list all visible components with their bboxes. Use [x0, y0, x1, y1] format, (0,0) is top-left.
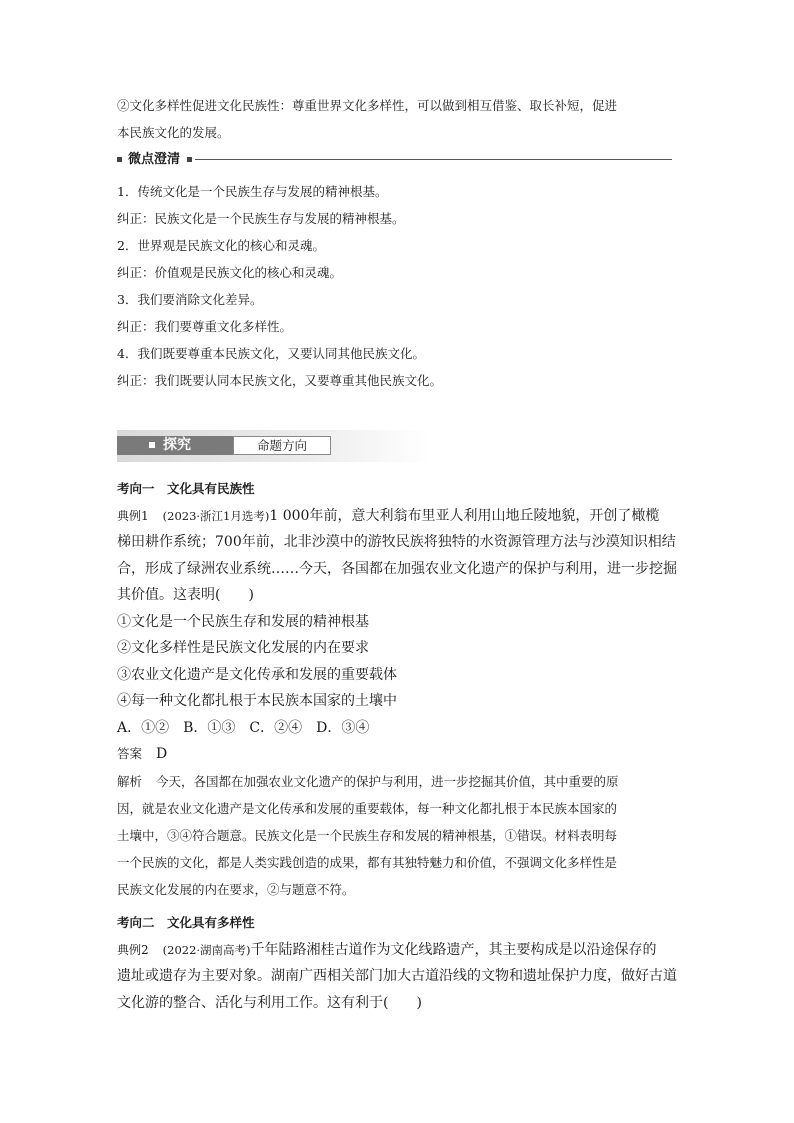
clarify-statement-1: 1．传统文化是一个民族生存与发展的精神根基。 [117, 184, 388, 199]
example-1-line-3: 合，形成了绿洲农业系统……今天，各国都在加强农业文化遗产的保护与利用，进一步挖掘 [117, 560, 677, 577]
answer-line [117, 741, 677, 768]
example-2-line-3: 文化游的整合、活化与利用工作。这有利于( ) [117, 994, 422, 1011]
banner-tab: 命题方向 [233, 436, 331, 455]
clarify-correction-4: 纠正：我们既要认同本民族文化，又要尊重其他民族文化。 [117, 373, 443, 388]
intro-line-2: 本民族文化的发展。 [117, 125, 230, 140]
analysis-line-4: 一个民族的文化，都是人类实践创造的成果，都有其独特魅力和价值，不强调文化多样性是 [117, 854, 618, 870]
analysis-line-1 [117, 768, 677, 795]
square-bullet-icon [187, 157, 192, 162]
example-1-text: 1 000年前，意大利翁布里亚人利用山地丘陵地貌，开创了橄榄 [269, 507, 660, 524]
analysis-text-1: 今天，各国都在加强农业文化遗产的保护与利用，进一步挖掘其价值，其中重要的原 [156, 773, 619, 789]
banner-title: 探究 [163, 437, 191, 453]
clarify-correction-2: 纠正：价值观是民族文化的核心和灵魂。 [117, 265, 343, 280]
example-1-line-1 [117, 503, 677, 530]
square-bullet-icon [117, 157, 122, 162]
analysis-line-2: 因，就是农业文化遗产是文化传承和发展的重要载体，每一种文化都扎根于本民族本国家的 [117, 800, 618, 816]
option-3: ③农业文化遗产是文化传承和发展的重要载体 [117, 666, 397, 683]
answer-value: D [156, 746, 168, 762]
direction-1-section [117, 476, 677, 903]
option-4: ④每一种文化都扎根于本民族本国家的土壤中 [117, 693, 397, 709]
option-1: ①文化是一个民族生存和发展的精神根基 [117, 613, 369, 630]
clarify-statement-4: 4．我们既要尊重本民族文化，又要认同其他民族文化。 [117, 346, 425, 361]
answer-choices: A．①② B．①③ C．②④ D．③④ [117, 719, 370, 736]
example-2-source: (2022·湖南高考) [162, 942, 251, 957]
answer-label: 答案 [117, 746, 143, 761]
clarify-section-header [117, 151, 672, 169]
square-bullet-icon [149, 442, 155, 448]
example-2-label: 典例2 [117, 942, 149, 957]
direction-1-heading: 考向一 文化具有民族性 [117, 481, 255, 496]
example-2-line-2: 遗址或遗存为主要对象。湖南广西相关部门加大古道沿线的文物和遗址保护力度，做好古道 [117, 968, 677, 984]
clarify-correction-3: 纠正：我们要尊重文化多样性。 [117, 319, 293, 334]
example-1-line-4: 其价值。这表明( ) [117, 587, 254, 603]
clarify-statement-2: 2．世界观是民族文化的核心和灵魂。 [117, 238, 325, 253]
option-2: ②文化多样性是民族文化发展的内在要求 [117, 640, 369, 656]
clarify-correction-1: 纠正：民族文化是一个民族生存与发展的精神根基。 [117, 211, 405, 226]
intro-line-1: ②文化多样性促进文化民族性：尊重世界文化多样性，可以做到相互借鉴、取长补短，促进 [117, 98, 618, 113]
example-1-line-2: 梯田耕作系统；700年前，北非沙漠中的游牧民族将独特的水资源管理方法与沙漠知识相结 [117, 534, 676, 550]
example-2-line-1 [117, 937, 677, 964]
analysis-label: 解析 [117, 773, 143, 789]
divider-line [195, 159, 672, 160]
analysis-line-5: 民族文化发展的内在要求，②与题意不符。 [117, 881, 355, 897]
clarify-list [117, 178, 677, 394]
explore-banner [117, 430, 431, 462]
direction-2-section [117, 910, 677, 1016]
direction-2-heading: 考向二 文化具有多样性 [117, 915, 255, 930]
clarify-title: 微点澄清 [128, 152, 181, 167]
example-1-label: 典例1 [117, 508, 149, 523]
example-2-text: 千年陆路湘桂古道作为文化线路遗产，其主要构成是以沿途保存的 [250, 941, 657, 958]
intro-block [117, 92, 677, 146]
clarify-statement-3: 3．我们要消除文化差异。 [117, 292, 263, 307]
example-1-source: (2023·浙江1月选考) [162, 508, 270, 523]
analysis-line-3: 土壤中，③④符合题意。民族文化是一个民族生存和发展的精神根基，①错误。材料表明每 [117, 827, 618, 843]
